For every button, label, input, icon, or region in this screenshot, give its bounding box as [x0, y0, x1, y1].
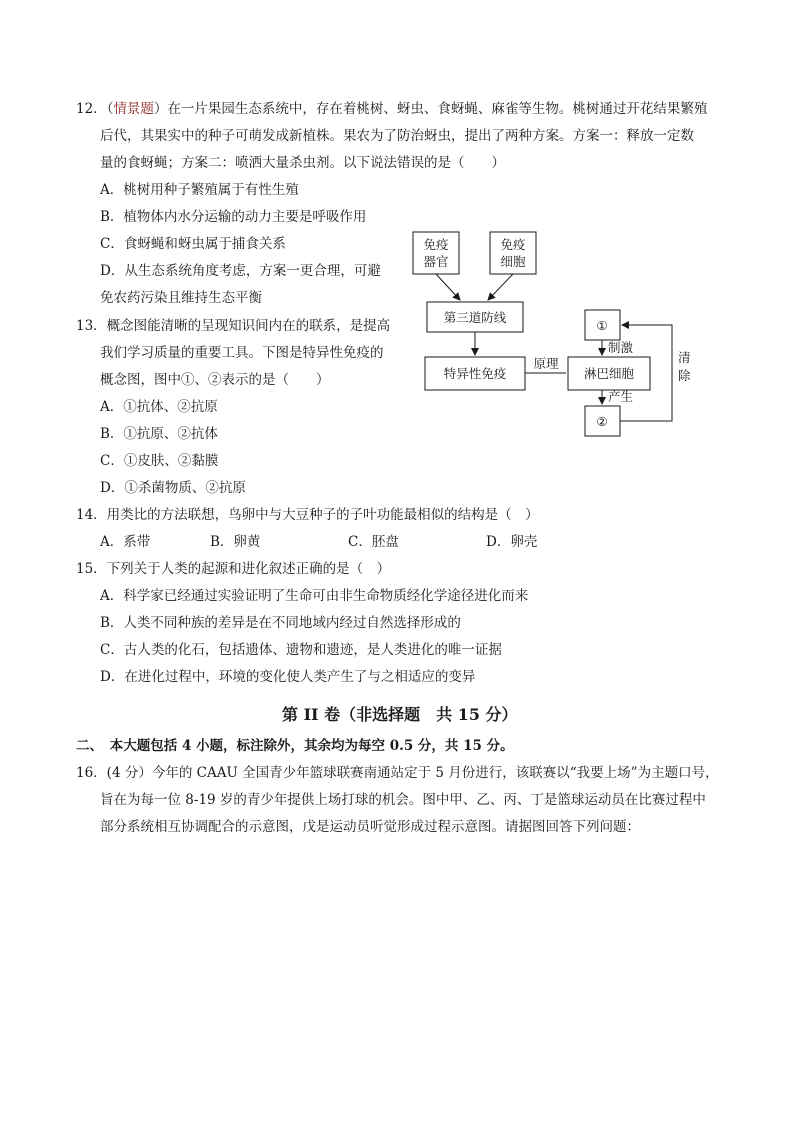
- label-immune-organ-2: 器官: [423, 254, 449, 269]
- label-third-line: 第三道防线: [443, 310, 507, 325]
- q15-option-c: C．古人类的化石，包括遗体、遗物和遗迹，是人类进化的唯一证据: [100, 642, 502, 658]
- label-specific-immunity: 特异性免疫: [443, 366, 507, 381]
- label-circle-2: ②: [596, 414, 608, 429]
- label-circle-1: ①: [596, 318, 608, 333]
- q13-stem-line3: 概念图，图中①、②表示的是（ ）: [100, 372, 330, 388]
- q14-option-d: D．卵壳: [486, 534, 538, 550]
- q16-stem-line1: 16．(4 分）今年的 CAAU 全国青少年篮球联赛南通站定于 5 月份进行，该联赛以“我要上场”为主题口号，: [76, 765, 719, 781]
- q16-stem-line3: 部分系统相互协调配合的示意图，戊是运动员听觉形成过程示意图。请据图回答下列问题：: [100, 819, 640, 835]
- q15-option-a: A．科学家已经通过实验证明了生命可由非生命物质经化学途径进化而来: [100, 588, 529, 604]
- q12-stem-line1: [76, 100, 707, 118]
- label-immune-cell-2: 细胞: [500, 254, 526, 269]
- label-produce: 产生: [608, 389, 634, 404]
- q12-paren-close: ）: [153, 101, 168, 117]
- q14-option-c: C．胚盘: [348, 534, 399, 550]
- q15-stem: 15．下列关于人类的起源和进化叙述正确的是（ ）: [76, 561, 391, 577]
- q14-option-a: A．系带: [100, 534, 151, 550]
- label-clear-1: 清: [678, 350, 691, 365]
- q12-option-d: D．从生态系统角度考虑，方案一更合理，可避: [100, 263, 381, 279]
- label-clear-2: 除: [678, 368, 691, 383]
- q12-stem-line3: 量的食蚜蝇；方案二：喷洒大量杀虫剂。以下说法错误的是（ ）: [100, 155, 505, 171]
- q13-option-b: B．①抗原、②抗体: [100, 426, 218, 442]
- label-lymphocyte: 淋巴细胞: [583, 366, 635, 381]
- q15-option-d: D．在进化过程中，环境的变化使人类产生了与之相适应的变异: [100, 669, 476, 685]
- q12-stem-text: 在一片果园生态系统中，存在着桃树、蚜虫、食蚜蝇、麻雀等生物。桃树通过开花结果繁殖: [167, 101, 708, 117]
- label-immune-organ-1: 免疫: [423, 237, 449, 252]
- part2-instruction: 二、 本大题包括 4 小题，标注除外，其余均为每空 0.5 分，共 15 分。: [76, 738, 514, 754]
- q13-stem-line2: 我们学习质量的重要工具。下图是特异性免疫的: [100, 345, 384, 361]
- immunity-concept-diagram: [400, 228, 710, 443]
- q12-option-a: A．桃树用种子繁殖属于有性生殖: [100, 182, 299, 198]
- q15-option-b: B．人类不同种族的差异是在不同地域内经过自然选择形成的: [100, 615, 461, 631]
- q13-option-d: D．①杀菌物质、②抗原: [100, 480, 246, 496]
- q12-stem-line2: 后代，其果实中的种子可萌发成新植株。果农为了防治蚜虫，提出了两种方案。方案一：释放一定数: [100, 128, 694, 144]
- label-immune-cell-1: 免疫: [500, 237, 526, 252]
- q12-option-c: C．食蚜蝇和蚜虫属于捕食关系: [100, 236, 286, 252]
- q13-stem-line1: 13．概念图能清晰的呈现知识间内在的联系，是提高: [76, 318, 391, 334]
- q16-stem-line2: 旨在为每一位 8-19 岁的青少年提供上场打球的机会。图中甲、乙、丙、丁是篮球运动员在比赛过程中: [100, 792, 706, 808]
- part2-title: 第 II 卷（非选择题 共 15 分）: [282, 705, 518, 724]
- q12-option-b: B．植物体内水分运输的动力主要是呼吸作用: [100, 209, 367, 225]
- label-principle: 原理: [533, 356, 559, 371]
- diagram-canvas: [400, 228, 710, 443]
- q13-option-c: C．①皮肤、②黏膜: [100, 453, 219, 469]
- label-stimulate: 制激: [608, 340, 634, 355]
- q12-number: 12．: [76, 101, 107, 117]
- q14-stem: 14．用类比的方法联想，鸟卵中与大豆种子的子叶功能最相似的结构是（ ）: [76, 507, 539, 523]
- q12-option-d-cont: 免农药污染且维持生态平衡: [100, 290, 262, 306]
- q14-option-b: B．卵黄: [210, 534, 261, 550]
- q12-tag: 情景题: [113, 101, 154, 117]
- q13-option-a: A．①抗体、②抗原: [100, 399, 218, 415]
- q12-paren-open: （: [106, 101, 114, 117]
